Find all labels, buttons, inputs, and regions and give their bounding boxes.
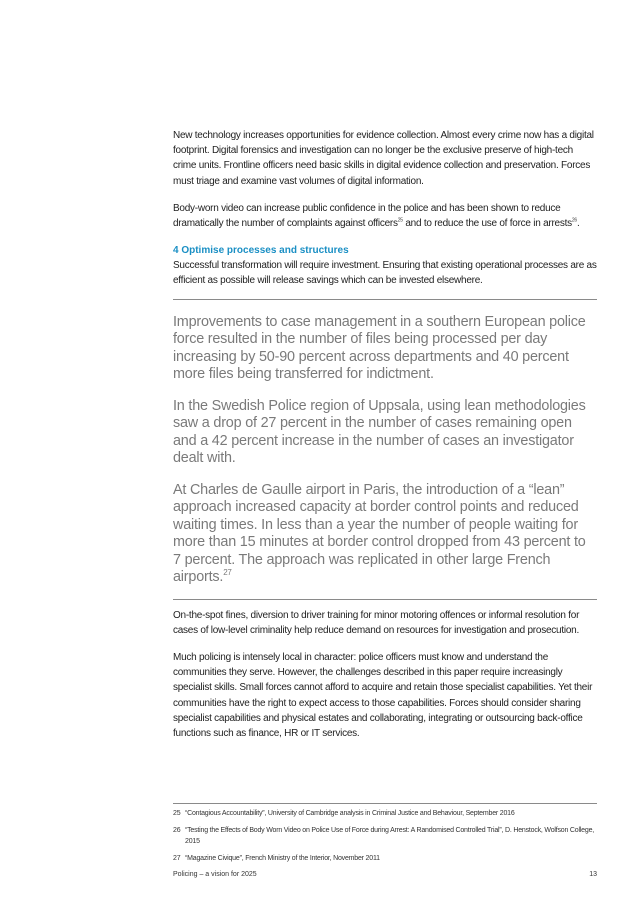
body-worn-text-b: and to reduce the use of force in arrests: [402, 218, 572, 230]
section-paragraph: Successful transformation will require investment. Ensuring that existing operational processes are as efficient as possible will release savings which can be invested elsewhere.: [173, 260, 597, 287]
footer-title: Policing – a vision for 2025: [173, 871, 257, 878]
body-worn-text-c: .: [576, 218, 580, 230]
callout-box: [173, 314, 597, 587]
footnote-text: “Magazine Civique”, French Ministry of the Interior, November 2011: [185, 855, 380, 862]
section-heading: 4 Optimise processes and structures: [173, 245, 349, 257]
callout-bottom-divider: [173, 599, 597, 600]
callout-paragraph-3: [173, 482, 597, 587]
callout-paragraph-3-text: At Charles de Gaulle airport in Paris, the introduction of a “lean” approach increased capacity at border control points and reduced waiting times. In less than a year the number of people waiting for more than 15 minutes at border control dropped from 43 percent to 7 percent. The approach was replicated in other large French airports.: [173, 481, 586, 586]
page-number: 13: [589, 871, 597, 878]
footnote-item: [173, 825, 597, 847]
footnote-item: [173, 808, 597, 819]
body-worn-text-a: Body-worn video can increase public confidence in the police and has been shown to reduce dramatically the number of complaints against officers: [173, 202, 561, 230]
footnote-ref-25: 25: [397, 217, 403, 224]
footnote-number: 25: [173, 810, 181, 817]
footnote-divider: [173, 803, 597, 804]
callout-top-divider: [173, 299, 597, 300]
footnote-ref-26: 26: [571, 217, 577, 224]
footnote-ref-27: 27: [223, 568, 232, 578]
after-paragraph-1: On-the-spot fines, diversion to driver training for minor motoring offences or informal resolution for cases of low-level criminality help reduce demand on resources for investigation and prosecution.: [173, 609, 580, 636]
footnote-text: “Contagious Accountability”, University of Cambridge analysis in Criminal Justice and Behaviour, September 2016: [185, 810, 515, 817]
footnote-number: 26: [173, 827, 181, 834]
intro-paragraph-2: [173, 201, 597, 231]
footnote-text: “Testing the Effects of Body Worn Video on Police Use of Force during Arrest: A Randomised Controlled Trial”, D. Henstock, Wolfson College, 2015: [185, 827, 595, 845]
main-content: [173, 128, 597, 741]
after-paragraph-2: Much policing is intensely local in character: police officers must know and understand the communities they serve. However, the challenges described in this paper require increasingly specialist skills. Small forces cannot afford to acquire and retain those specialist capabilities. Yet their communities have the right to expect access to those capabilities. Forces should consider sharing specialist capabilities and physical estates and collaborating, integrating or outsourcing back-office functions such as finance, HR or IT services.: [173, 652, 593, 740]
footnote-item: [173, 853, 597, 864]
page-footer: [173, 871, 597, 878]
footnotes: [173, 803, 597, 864]
intro-paragraph-1: New technology increases opportunities for evidence collection. Almost every crime now has a digital footprint. Digital forensics and investigation can no longer be the exclusive preserve of high-tech crime units. Frontline officers need basic skills in digital evidence collection and preservation. Forces must triage and examine vast volumes of digital information.: [173, 130, 594, 187]
footnote-number: 27: [173, 855, 181, 862]
callout-paragraph-1: Improvements to case management in a southern European police force resulted in the number of files being processed per day increasing by 50-90 percent across departments and 40 percent more files being transferred for indictment.: [173, 313, 586, 383]
callout-paragraph-2: In the Swedish Police region of Uppsala, using lean methodologies saw a drop of 27 percent in the number of cases remaining open and a 42 percent increase in the number of cases an investigator dealt with.: [173, 397, 586, 467]
